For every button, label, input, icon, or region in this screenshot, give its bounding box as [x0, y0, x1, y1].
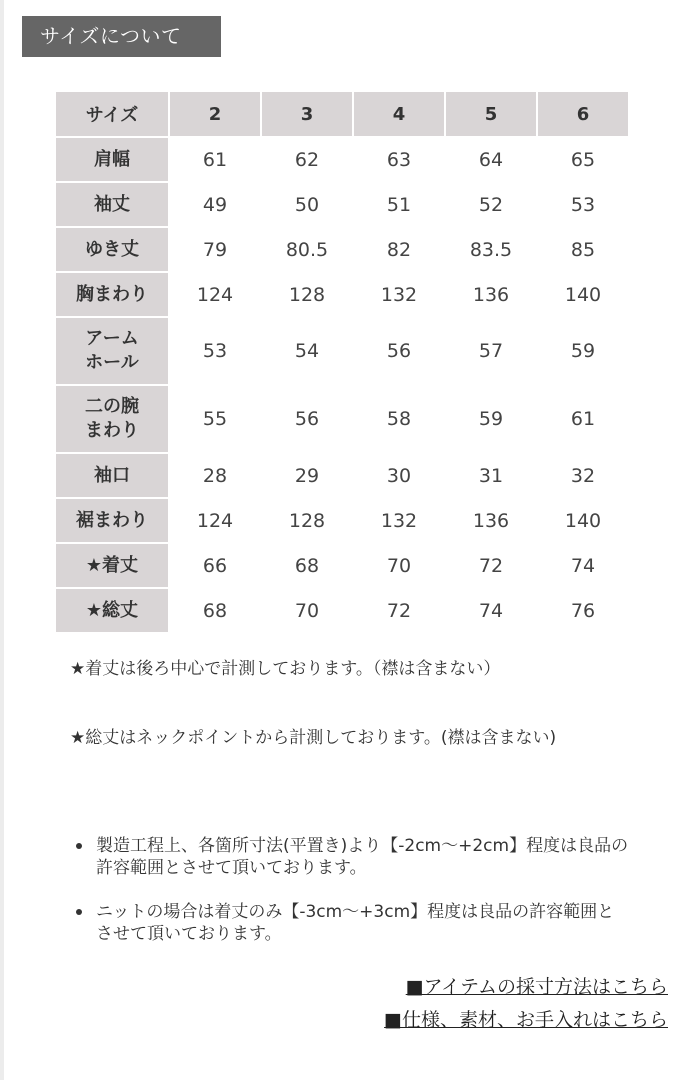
table-cell: 53	[170, 318, 260, 384]
list-item	[70, 901, 630, 945]
table-cell: 63	[354, 138, 444, 181]
table-cell: 59	[538, 318, 628, 384]
table-cell: 136	[446, 273, 536, 316]
table-row	[56, 454, 628, 497]
row-label	[56, 318, 168, 384]
table-cell: 55	[170, 386, 260, 452]
row-label-line: アーム	[85, 328, 139, 349]
table-cell: 140	[538, 273, 628, 316]
table-cell: 128	[262, 273, 352, 316]
table-cell: 68	[262, 544, 352, 587]
table-cell: 53	[538, 183, 628, 226]
table-row	[56, 499, 628, 542]
table-cell: 56	[262, 386, 352, 452]
row-label-line: 肩幅	[94, 148, 130, 170]
table-cell: 70	[354, 544, 444, 587]
table-cell: 76	[538, 589, 628, 632]
table-cell: 82	[354, 228, 444, 271]
size-header-cell: 4	[354, 92, 444, 136]
table-row	[56, 318, 628, 384]
list-item-text: ニットの場合は着丈のみ【-3cm～+3cm】程度は良品の許容範囲とさせて頂いております。	[96, 902, 615, 944]
table-cell: 58	[354, 386, 444, 452]
table-cell: 57	[446, 318, 536, 384]
table-cell: 74	[538, 544, 628, 587]
note-kitake: ★着丈は後ろ中心で計測しております。（襟は含まない）	[70, 659, 501, 679]
row-label	[56, 589, 168, 632]
table-row	[56, 138, 628, 181]
size-header-label: サイズ	[56, 92, 168, 136]
table-row	[56, 544, 628, 587]
table-cell: 124	[170, 273, 260, 316]
row-label-line: 袖口	[94, 464, 130, 486]
row-label	[56, 183, 168, 226]
size-header-cell: 5	[446, 92, 536, 136]
tolerance-list	[70, 835, 630, 945]
table-cell: 30	[354, 454, 444, 497]
table-cell: 65	[538, 138, 628, 181]
table-cell: 56	[354, 318, 444, 384]
row-label-line: ★総丈	[85, 599, 139, 621]
table-row	[56, 183, 628, 226]
table-cell: 49	[170, 183, 260, 226]
row-label-line: 裾まわり	[76, 509, 148, 531]
size-header-row	[56, 92, 628, 136]
section-title: サイズについて	[22, 16, 221, 57]
size-table	[54, 90, 630, 634]
table-cell: 124	[170, 499, 260, 542]
table-cell: 128	[262, 499, 352, 542]
table-cell: 79	[170, 228, 260, 271]
row-label	[56, 138, 168, 181]
table-cell: 85	[538, 228, 628, 271]
row-label	[56, 386, 168, 452]
row-label-line: ゆき丈	[85, 238, 139, 260]
table-cell: 80.5	[262, 228, 352, 271]
table-cell: 140	[538, 499, 628, 542]
row-label	[56, 454, 168, 497]
table-cell: 32	[538, 454, 628, 497]
table-cell: 68	[170, 589, 260, 632]
table-cell: 72	[446, 544, 536, 587]
table-cell: 59	[446, 386, 536, 452]
table-cell: 74	[446, 589, 536, 632]
table-cell: 61	[170, 138, 260, 181]
note-soutake: ★総丈はネックポイントから計測しております。(襟は含まない)	[70, 728, 557, 748]
table-cell: 132	[354, 499, 444, 542]
row-label-line: ホール	[85, 352, 139, 373]
table-cell: 62	[262, 138, 352, 181]
row-label	[56, 499, 168, 542]
row-label	[56, 228, 168, 271]
table-cell: 52	[446, 183, 536, 226]
table-cell: 28	[170, 454, 260, 497]
bullet-icon	[76, 909, 82, 915]
table-cell: 61	[538, 386, 628, 452]
table-cell: 54	[262, 318, 352, 384]
table-cell: 64	[446, 138, 536, 181]
row-label-line: 胸まわり	[76, 283, 148, 305]
table-row	[56, 228, 628, 271]
row-label-line: まわり	[85, 420, 139, 441]
left-border	[0, 0, 4, 1080]
table-cell: 132	[354, 273, 444, 316]
table-cell: 72	[354, 589, 444, 632]
table-cell: 29	[262, 454, 352, 497]
size-header-cell: 3	[262, 92, 352, 136]
table-cell: 51	[354, 183, 444, 226]
table-cell: 31	[446, 454, 536, 497]
spec-material-care-link[interactable]: ■仕様、素材、お手入れはこちら	[384, 1009, 668, 1031]
bullet-icon	[76, 843, 82, 849]
row-label-line: ★着丈	[85, 554, 139, 576]
row-label	[56, 273, 168, 316]
table-row	[56, 273, 628, 316]
table-row	[56, 386, 628, 452]
table-cell: 70	[262, 589, 352, 632]
table-cell: 83.5	[446, 228, 536, 271]
size-header-cell: 6	[538, 92, 628, 136]
measure-method-link[interactable]: ■アイテムの採寸方法はこちら	[405, 976, 668, 998]
row-label-line: 袖丈	[94, 193, 130, 215]
row-label	[56, 544, 168, 587]
list-item-text: 製造工程上、各箇所寸法(平置き)より【-2cm～+2cm】程度は良品の許容範囲とさせて頂いております。	[96, 836, 629, 878]
size-header-cell: 2	[170, 92, 260, 136]
table-row	[56, 589, 628, 632]
table-cell: 50	[262, 183, 352, 226]
table-cell: 66	[170, 544, 260, 587]
row-label-line: 二の腕	[85, 396, 139, 417]
list-item	[70, 835, 630, 879]
table-cell: 136	[446, 499, 536, 542]
